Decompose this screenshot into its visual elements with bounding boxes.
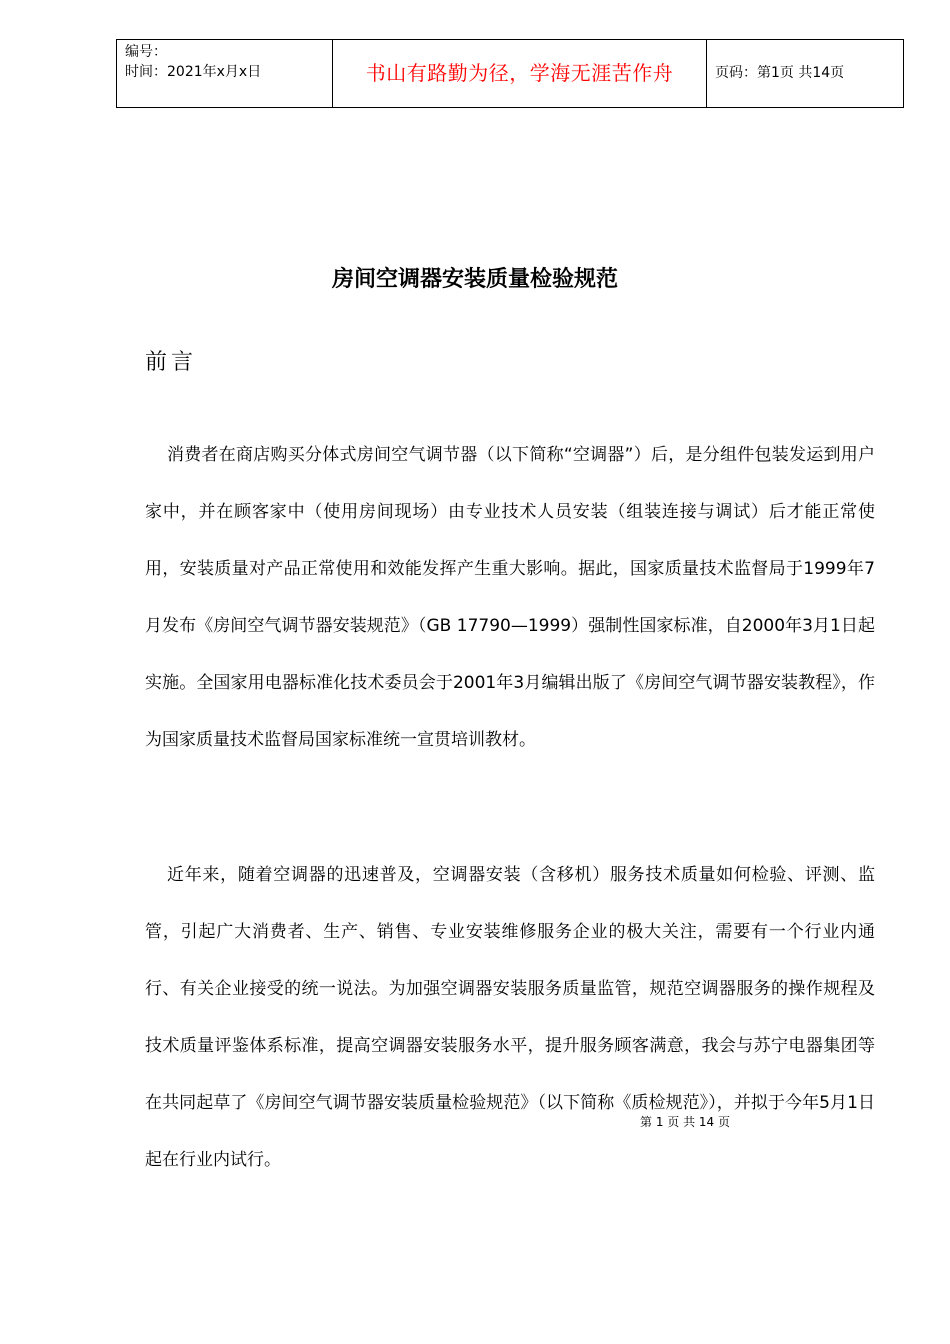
header-page-cell	[707, 40, 904, 108]
time-label: 时间：2021年x月x日	[125, 64, 262, 80]
section-title: 前言	[145, 350, 198, 375]
motto-text: 书山有路勤为径，学海无涯苦作舟	[365, 61, 674, 85]
header-meta-cell	[117, 40, 333, 108]
header-table	[116, 39, 904, 108]
document-title: 房间空调器安装质量检验规范	[331, 267, 618, 292]
paragraph-2: 近年来，随着空调器的迅速普及，空调器安装（含移机）服务技术质量如何检验、评测、监管，引起广大消费者、生产、销售、专业安装维修服务企业的极大关注，需要有一个行业内通行、有关企业接受的统一说法。为加强空调器安装服务质量监管，规范空调器服务的操作规程及技术质量评鉴体系标准，提高空调器安装服务水平，提升服务顾客满意，我会与苏宁电器集团等在共同起草了《房间空气调节器安装质量检验规范》（以下简称《质检规范》），并拟于今年5月1日起在行业内试行。	[145, 865, 875, 1170]
page-footer-mark: 第 1 页 共 14 页	[0, 1113, 950, 1130]
header-motto-cell	[333, 40, 707, 108]
number-label: 编号：	[125, 44, 167, 60]
page-info: 页码：第1页 共14页	[715, 65, 845, 81]
paragraph-1: 消费者在商店购买分体式房间空气调节器（以下简称“空调器”）后，是分组件包装发运到用户家中，并在顾客家中（使用房间现场）由专业技术人员安装（组装连接与调试）后才能正常使用，安装质量对产品正常使用和效能发挥产生重大影响。据此，国家质量技术监督局于1999年7月发布《房间空气调节器安装规范》（GB 17790—1999）强制性国家标准，自2000年3月1日起实施。全国家用电器标准化技术委员会于2001年3月编辑出版了《房间空气调节器安装教程》，作为国家质量技术监督局国家标准统一宣贯培训教材。	[145, 445, 875, 750]
